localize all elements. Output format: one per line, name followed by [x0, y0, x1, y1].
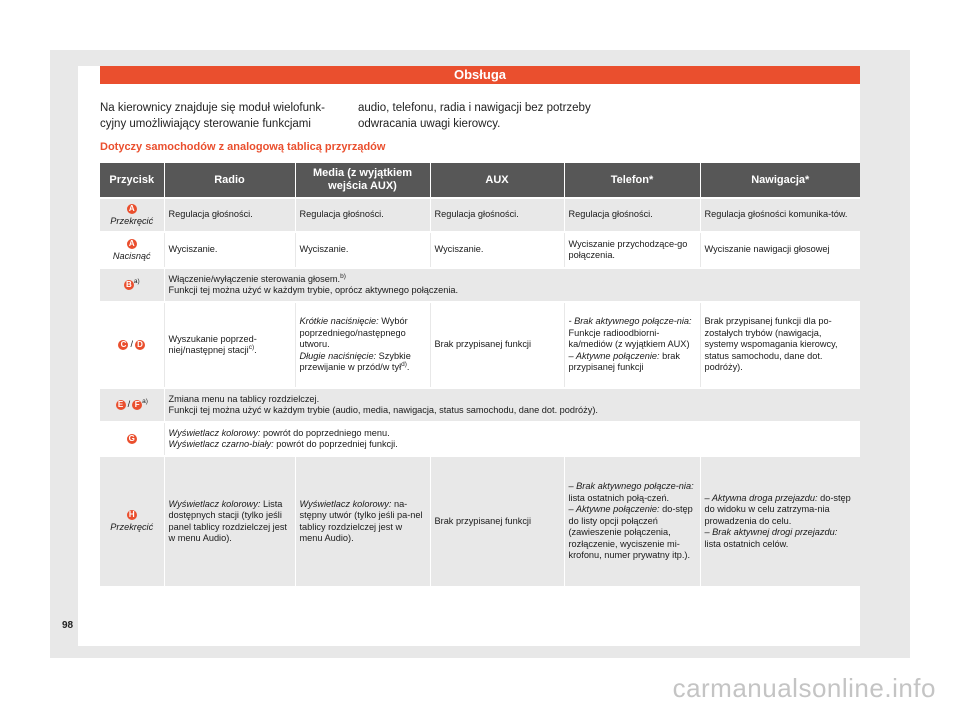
cell-emphasis: Krótkie naciśnięcie: — [299, 316, 379, 327]
section-header: Obsługa — [100, 66, 860, 84]
footnote-marker: a) — [142, 398, 148, 406]
cell-emphasis: Wyświetlacz kolorowy: — [168, 427, 261, 438]
phone-cell: Wyciszanie przychodzące-go połączenia. — [564, 232, 700, 268]
phone-cell — [564, 456, 700, 586]
key-a-icon: A — [127, 204, 137, 214]
span-cell — [164, 268, 860, 302]
span-cell — [164, 422, 860, 456]
cell-emphasis: – Brak aktywnego połącze-nia: — [568, 481, 694, 492]
radio-cell — [164, 456, 295, 586]
table-header-row — [100, 163, 860, 198]
header-cell-aux: AUX — [430, 163, 564, 198]
button-cell — [100, 456, 164, 586]
intro-column-1: Na kierownicy znajduje się moduł wielofunk-cyjny umożliwiający sterowanie funkcjami — [100, 102, 325, 130]
cell-emphasis: – Aktywna droga przejazdu: — [704, 492, 818, 503]
watermark-text: carmanualsonline.info — [672, 673, 936, 703]
footnote-marker: c) — [248, 343, 255, 351]
cell-emphasis: Wyświetlacz kolorowy: — [299, 498, 392, 509]
key-c-icon: C — [118, 340, 128, 350]
navigation-cell — [700, 456, 860, 586]
cell-emphasis: Wyświetlacz czarno-biały: — [168, 439, 274, 449]
button-cell — [100, 198, 164, 232]
table-row — [100, 268, 860, 302]
header-cell-button: Przycisk — [100, 163, 164, 198]
cell-emphasis: - Brak aktywnego połącze-nia: — [568, 316, 692, 327]
table-row — [100, 422, 860, 456]
cell-text: Szybkie przewijanie w przód/w tył — [299, 350, 411, 373]
aux-cell: Wyciszanie. — [430, 232, 564, 268]
navigation-cell: Wyciszanie nawigacji głosowej — [700, 232, 860, 268]
key-f-icon: F — [132, 400, 142, 410]
cell-text: na-stępny utwór (tylko jeśli pa-nel tablicy rozdzielczej jest w menu Audio). — [299, 498, 423, 543]
media-cell: Krótkie naciśnięcie: Wybór poprzedniego/następnego utworu. Długie naciśnięcie: Szybkie przewijanie w przód/w tył$^{d)}$. — [295, 302, 430, 388]
header-cell-media: Media (z wyjątkiem wejścia AUX) — [295, 163, 430, 198]
key-d-icon: D — [135, 340, 145, 350]
table-row — [100, 232, 860, 268]
intro-column-2: audio, telefonu, radia i nawigacji bez potrzeby odwracania uwagi kierowcy. — [358, 102, 591, 130]
aux-cell: Brak przypisanej funkcji — [430, 302, 564, 388]
table-title: Dotyczy samochodów z analogową tablicą przyrządów — [100, 141, 386, 153]
footnote-marker: b) — [340, 272, 346, 280]
table-row — [100, 456, 860, 586]
radio-cell: Wyciszanie. — [164, 232, 295, 268]
cell-text: Wyszukanie poprzed-niej/następnej stacji — [168, 333, 257, 355]
radio-cell: Regulacja głośności. — [164, 198, 295, 232]
action-label: Przekręcić — [110, 215, 154, 226]
button-cell — [100, 232, 164, 268]
aux-cell: Brak przypisanej funkcji — [430, 456, 564, 586]
key-a-icon: A — [127, 239, 137, 249]
cell-line: Zmiana menu na tablicy rozdzielczej. — [168, 393, 320, 404]
key-e-icon: E — [116, 400, 126, 410]
cell-text: brak przypisanej funkcji — [568, 350, 681, 373]
cell-line: Funkcji tej można użyć w każdym trybie (audio, media, nawigacja, status samochodu, dane dot. podróży). — [168, 405, 598, 415]
cell-text: lista ostatnich połą-czeń. — [568, 492, 670, 503]
header-cell-phone: Telefon* — [564, 163, 700, 198]
key-h-icon: H — [127, 510, 137, 520]
cell-emphasis: – Brak aktywnej drogi przejazdu: — [704, 527, 838, 538]
cell-emphasis: Długie naciśnięcie: — [299, 350, 377, 361]
navigation-cell: Regulacja głośności komunika-tów. — [700, 198, 860, 232]
aux-cell: Regulacja głośności. — [430, 198, 564, 232]
navigation-cell: Brak przypisanej funkcji dla po-zostałych trybów (nawigacja, systemy wspomagania kierowcy, status samochodu, dane dot. podróży). — [700, 302, 860, 388]
table-row — [100, 198, 860, 232]
header-cell-radio: Radio — [164, 163, 295, 198]
media-cell: Regulacja głośności. — [295, 198, 430, 232]
phone-cell: Regulacja głośności. — [564, 198, 700, 232]
cell-text: powrót do poprzedniej funkcji. — [273, 439, 398, 449]
key-b-icon: B — [124, 280, 134, 290]
radio-cell: Wyszukanie poprzed-niej/następnej stacji$^{c)}$. — [164, 302, 295, 388]
cell-text: do-stęp do widoku w celu zatrzyma-nia prowadzenia do celu. — [704, 492, 851, 526]
cell-text: Lista dostępnych stacji (tylko jeśli panel tablicy rozdzielczej jest w menu Audio). — [168, 498, 287, 543]
button-cell — [100, 268, 164, 302]
phone-cell — [564, 302, 700, 388]
cell-emphasis: Wyświetlacz kolorowy: — [168, 498, 261, 509]
header-cell-navigation: Nawigacja* — [700, 163, 860, 198]
cell-text: lista ostatnich celów. — [704, 538, 789, 549]
media-cell: Wyciszanie. — [295, 232, 430, 268]
controls-table — [100, 163, 860, 586]
span-cell — [164, 388, 860, 422]
footnote-marker: a) — [133, 278, 140, 286]
footnote-marker: d) — [401, 361, 407, 369]
cell-text: powrót do poprzedniego menu. — [260, 427, 390, 438]
table-row — [100, 302, 860, 388]
cell-text: Wybór poprzedniego/następnego utworu. — [299, 316, 408, 350]
cell-text: Funkcje radioodbiorni-ka/mediów (z wyjątkiem AUX) — [568, 327, 690, 350]
page-number: 98 — [62, 620, 74, 631]
action-label: Nacisnąć — [112, 250, 151, 261]
button-cell — [100, 422, 164, 456]
action-label: Przekręcić — [110, 522, 154, 532]
cell-text: do-stęp do listy opcji połączeń (zawieszenie połączenia, rozłączenie, wyciszenie mi-krofonu, numer prywatny itp.). — [568, 504, 693, 561]
button-cell: C / D — [100, 302, 164, 388]
cell-emphasis: – Aktywne połączenie: — [568, 350, 660, 361]
cell-line: Włączenie/wyłączenie sterowania głosem. — [168, 273, 341, 284]
cell-emphasis: – Aktywne połączenie: — [568, 504, 660, 515]
table-row — [100, 388, 860, 422]
media-cell — [295, 456, 430, 586]
cell-line: Funkcji tej można użyć w każdym trybie, oprócz aktywnego połączenia. — [168, 285, 459, 295]
key-g-icon: G — [128, 433, 135, 443]
button-cell: E / F $^{a)}$ — [100, 388, 164, 422]
